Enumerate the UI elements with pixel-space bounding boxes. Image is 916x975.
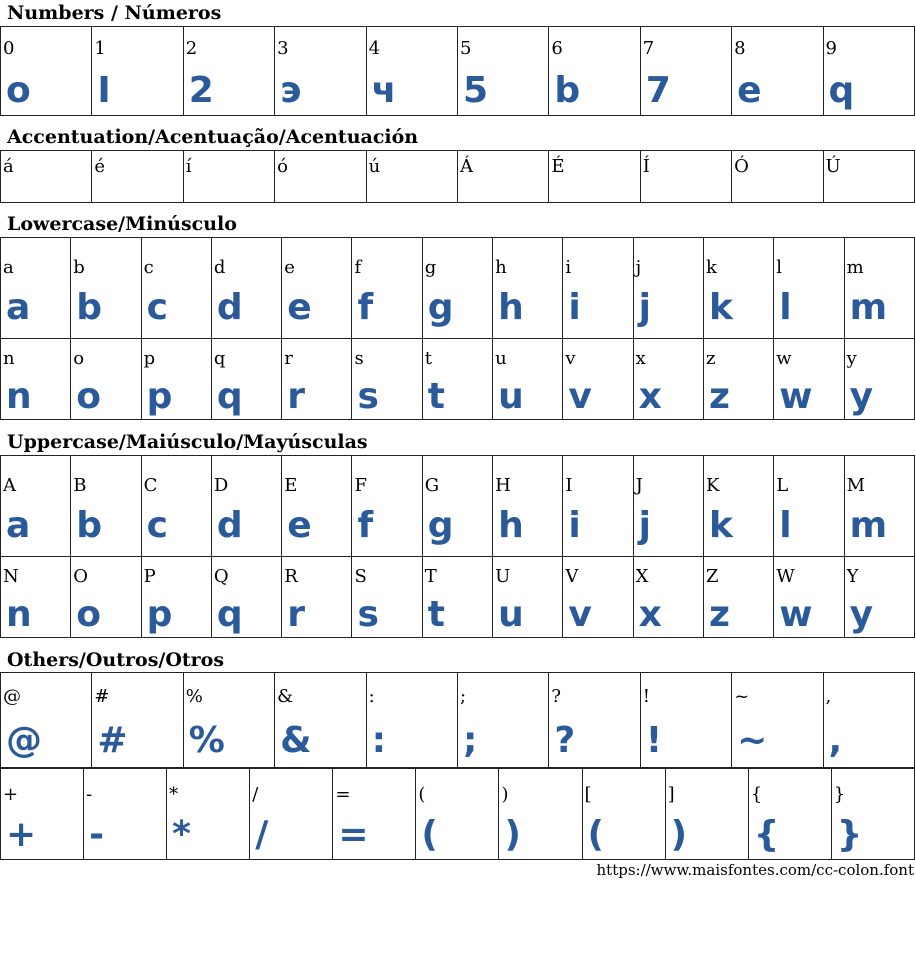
character-label: # — [94, 686, 110, 707]
character-label: Q — [213, 566, 229, 587]
glyph-cell — [275, 151, 366, 202]
glyph-cell — [641, 27, 732, 115]
character-label: Y — [846, 566, 859, 587]
glyph-cell — [92, 27, 183, 115]
font-sample-glyph: I — [97, 70, 111, 111]
glyph-cell — [1, 27, 92, 115]
character-label: á — [3, 156, 14, 177]
glyph-cell — [142, 557, 212, 637]
character-label: T — [424, 566, 437, 587]
character-label: - — [86, 784, 93, 805]
font-sample-glyph: & — [280, 720, 312, 761]
character-label: 3 — [277, 38, 289, 59]
character-label: 8 — [734, 38, 746, 59]
glyph-cell — [212, 339, 282, 419]
glyph-row — [1, 557, 915, 638]
others-grid-2 — [0, 768, 915, 860]
glyph-cell — [493, 557, 563, 637]
character-label: H — [495, 475, 511, 496]
character-label: M — [846, 475, 865, 496]
glyph-cell — [563, 339, 633, 419]
character-label: % — [185, 686, 203, 707]
character-label: ) — [501, 784, 509, 805]
character-label: í — [185, 156, 192, 177]
character-label: / — [252, 784, 259, 805]
font-sample-glyph: # — [97, 720, 128, 761]
font-sample-glyph: i — [568, 287, 581, 328]
glyph-cell — [352, 456, 422, 556]
character-label: ó — [277, 156, 289, 177]
glyph-cell — [774, 339, 844, 419]
glyph-row — [1, 769, 915, 860]
font-sample-glyph: a — [6, 505, 31, 546]
character-label: E — [284, 475, 298, 496]
font-sample-glyph: w — [779, 376, 813, 417]
font-sample-glyph: ! — [645, 720, 663, 761]
glyph-cell — [732, 151, 823, 202]
character-label: S — [354, 566, 367, 587]
character-label: U — [495, 566, 511, 587]
font-sample-glyph: m — [849, 505, 888, 546]
glyph-cell — [704, 456, 774, 556]
glyph-row — [1, 456, 915, 557]
glyph-cell — [423, 456, 493, 556]
numbers-grid — [0, 26, 915, 116]
character-label: C — [143, 475, 158, 496]
glyph-cell — [282, 456, 352, 556]
glyph-cell — [71, 238, 141, 338]
glyph-cell — [184, 673, 275, 767]
font-sample-glyph: % — [188, 720, 225, 761]
glyph-cell — [824, 27, 915, 115]
character-label: P — [143, 566, 156, 587]
character-label: y — [846, 348, 857, 369]
glyph-cell — [1, 557, 71, 637]
glyph-cell — [563, 238, 633, 338]
glyph-cell — [641, 673, 732, 767]
character-label: ! — [642, 686, 650, 707]
character-label: v — [565, 348, 576, 369]
font-sample-glyph: ч — [371, 70, 397, 111]
character-label: w — [776, 348, 792, 369]
character-label: 1 — [94, 38, 106, 59]
font-sample-glyph: ( — [421, 814, 438, 855]
glyph-cell — [499, 769, 582, 859]
font-sample-glyph: t — [427, 594, 445, 635]
character-label: L — [776, 475, 789, 496]
glyph-cell — [832, 769, 915, 859]
others-title: Others/Outros/Otros — [7, 649, 225, 671]
font-sample-glyph: f — [357, 287, 374, 328]
character-label: Í — [642, 156, 650, 177]
glyph-cell — [666, 769, 749, 859]
glyph-cell — [212, 456, 282, 556]
glyph-cell — [275, 27, 366, 115]
character-label: [ — [584, 784, 592, 805]
lowercase-grid — [0, 237, 915, 420]
font-sample-glyph: 5 — [462, 70, 489, 111]
font-sample-glyph: x — [638, 594, 662, 635]
glyph-cell — [493, 238, 563, 338]
accents-title: Accentuation/Acentuação/Acentuación — [7, 126, 419, 148]
glyph-cell — [1, 456, 71, 556]
font-sample-glyph: a — [6, 287, 31, 328]
font-sample-glyph: d — [216, 505, 243, 546]
glyph-row — [1, 238, 915, 339]
uppercase-grid — [0, 455, 915, 638]
font-sample-glyph: @ — [6, 720, 42, 761]
glyph-cell — [634, 238, 704, 338]
glyph-cell — [142, 339, 212, 419]
font-sample-glyph: o — [76, 594, 102, 635]
character-label: & — [277, 686, 294, 707]
glyph-cell — [458, 27, 549, 115]
font-sample-glyph: э — [280, 70, 302, 111]
glyph-cell — [333, 769, 416, 859]
glyph-cell — [845, 456, 915, 556]
character-label: B — [73, 475, 87, 496]
character-label: W — [776, 566, 795, 587]
font-sample-glyph: b — [76, 287, 103, 328]
glyph-cell — [749, 769, 832, 859]
character-label: N — [3, 566, 19, 587]
character-label: : — [368, 686, 375, 707]
character-label: É — [551, 156, 565, 177]
character-label: o — [73, 348, 85, 369]
character-label: K — [705, 475, 720, 496]
glyph-cell — [774, 456, 844, 556]
character-label: b — [73, 257, 85, 278]
glyph-cell — [704, 238, 774, 338]
glyph-cell — [845, 557, 915, 637]
character-label: O — [73, 566, 89, 587]
glyph-cell — [92, 151, 183, 202]
glyph-cell — [1, 769, 84, 859]
font-sample-glyph: 2 — [188, 70, 214, 111]
font-sample-glyph: f — [357, 505, 374, 546]
uppercase-title: Uppercase/Maiúsculo/Mayúsculas — [7, 431, 368, 453]
glyph-cell — [1, 339, 71, 419]
glyph-cell — [563, 456, 633, 556]
accents-grid — [0, 150, 915, 203]
glyph-cell — [416, 769, 499, 859]
font-sample-glyph: u — [498, 376, 524, 417]
font-sample-glyph: y — [849, 594, 874, 635]
others-grid-1 — [0, 672, 915, 768]
font-sample-glyph: t — [427, 376, 445, 417]
character-label: I — [565, 475, 573, 496]
glyph-cell — [704, 557, 774, 637]
character-label: c — [143, 257, 154, 278]
glyph-cell — [84, 769, 167, 859]
character-label: A — [3, 475, 16, 496]
font-sample-glyph: ~ — [737, 720, 768, 761]
character-label: q — [213, 348, 226, 369]
character-label: z — [705, 348, 716, 369]
lowercase-title: Lowercase/Minúsculo — [7, 213, 237, 235]
character-label: ; — [459, 686, 467, 707]
font-sample-glyph: z — [708, 376, 730, 417]
font-sample-glyph: * — [172, 814, 191, 855]
character-label: s — [354, 348, 364, 369]
glyph-cell — [282, 339, 352, 419]
glyph-row — [1, 27, 915, 116]
glyph-cell — [549, 151, 640, 202]
character-label: 9 — [825, 38, 837, 59]
font-sample-glyph: r — [287, 594, 305, 635]
character-label: = — [335, 784, 351, 805]
credit-link[interactable]: https://www.maisfontes.com/cc-colon.font — [596, 861, 914, 879]
glyph-cell — [458, 673, 549, 767]
font-sample-glyph: b — [76, 505, 103, 546]
font-sample-glyph: / — [255, 814, 269, 855]
character-label: e — [284, 257, 295, 278]
font-sample-glyph: i — [568, 505, 581, 546]
glyph-row — [1, 151, 915, 203]
font-sample-glyph: n — [6, 376, 32, 417]
glyph-cell — [634, 557, 704, 637]
glyph-cell — [845, 238, 915, 338]
glyph-cell — [824, 151, 915, 202]
glyph-cell — [549, 673, 640, 767]
font-sample-glyph: ; — [462, 720, 478, 761]
glyph-cell — [142, 456, 212, 556]
font-sample-glyph: v — [568, 594, 592, 635]
character-label: j — [635, 257, 642, 278]
font-sample-glyph: r — [287, 376, 305, 417]
font-sample-glyph: e — [287, 287, 312, 328]
character-label: ( — [418, 784, 426, 805]
character-label: 2 — [185, 38, 198, 59]
font-sample-glyph: : — [371, 720, 386, 761]
glyph-cell — [1, 238, 71, 338]
character-label: D — [213, 475, 229, 496]
character-label: R — [284, 566, 298, 587]
glyph-cell — [184, 151, 275, 202]
glyph-cell — [493, 456, 563, 556]
character-label: x — [635, 348, 646, 369]
glyph-cell — [458, 151, 549, 202]
font-sample-glyph: ) — [670, 814, 688, 855]
glyph-cell — [92, 673, 183, 767]
font-sample-glyph: } — [836, 814, 863, 855]
font-sample-glyph: z — [708, 594, 730, 635]
font-sample-glyph: s — [357, 376, 379, 417]
font-sample-glyph: m — [849, 287, 888, 328]
glyph-cell — [367, 673, 458, 767]
font-sample-glyph: ( — [587, 814, 604, 855]
font-sample-glyph: b — [554, 70, 581, 111]
character-label: Ó — [734, 156, 749, 177]
font-sample-glyph: k — [708, 287, 733, 328]
character-label: Z — [705, 566, 719, 587]
character-label: , — [825, 686, 832, 707]
character-label: n — [3, 348, 15, 369]
font-sample-glyph: x — [638, 376, 662, 417]
character-label: 5 — [459, 38, 472, 59]
font-sample-glyph: y — [849, 376, 874, 417]
font-sample-glyph: o — [76, 376, 102, 417]
character-label: { — [750, 784, 763, 805]
font-sample-glyph: ? — [554, 720, 576, 761]
font-sample-glyph: q — [216, 376, 243, 417]
font-sample-glyph: l — [779, 505, 792, 546]
glyph-cell — [367, 151, 458, 202]
character-label: @ — [3, 686, 21, 707]
glyph-cell — [493, 339, 563, 419]
glyph-cell — [184, 27, 275, 115]
character-label: 7 — [642, 38, 655, 59]
character-label: 0 — [3, 38, 15, 59]
character-label: d — [213, 257, 226, 278]
glyph-cell — [423, 339, 493, 419]
font-sample-glyph: = — [338, 814, 369, 855]
glyph-cell — [732, 673, 823, 767]
font-sample-glyph: j — [638, 505, 652, 546]
glyph-cell — [71, 339, 141, 419]
character-label: Á — [459, 156, 473, 177]
character-label: * — [169, 784, 179, 805]
character-label: r — [284, 348, 293, 369]
character-label: 6 — [551, 38, 563, 59]
character-label: i — [565, 257, 572, 278]
glyph-cell — [367, 27, 458, 115]
glyph-cell — [634, 456, 704, 556]
glyph-cell — [352, 339, 422, 419]
font-sample-glyph: n — [6, 594, 32, 635]
glyph-cell — [824, 673, 915, 767]
character-label: F — [354, 475, 367, 496]
glyph-cell — [167, 769, 250, 859]
glyph-cell — [732, 27, 823, 115]
font-sample-glyph: l — [779, 287, 792, 328]
character-label: f — [354, 257, 362, 278]
font-sample-glyph: v — [568, 376, 592, 417]
character-label: ] — [667, 784, 675, 805]
font-sample-glyph: w — [779, 594, 813, 635]
character-label: } — [833, 784, 846, 805]
character-label: t — [424, 348, 433, 369]
font-sample-glyph: g — [427, 287, 454, 328]
glyph-row — [1, 339, 915, 420]
glyph-cell — [282, 557, 352, 637]
glyph-cell — [583, 769, 666, 859]
glyph-cell — [641, 151, 732, 202]
character-label: ~ — [734, 686, 750, 707]
character-label: é — [94, 156, 106, 177]
font-sample-glyph: h — [498, 505, 524, 546]
character-label: u — [495, 348, 507, 369]
glyph-cell — [845, 339, 915, 419]
character-label: 4 — [368, 38, 381, 59]
character-label: a — [3, 257, 14, 278]
glyph-cell — [704, 339, 774, 419]
character-label: V — [565, 566, 579, 587]
font-sample-glyph: + — [6, 814, 37, 855]
font-sample-glyph: p — [146, 594, 173, 635]
font-sample-glyph: e — [737, 70, 762, 111]
glyph-cell — [1, 673, 92, 767]
character-label: X — [635, 566, 649, 587]
font-sample-glyph: s — [357, 594, 379, 635]
character-label: Ú — [825, 156, 841, 177]
font-sample-glyph: ) — [504, 814, 521, 855]
font-sample-glyph: d — [216, 287, 243, 328]
font-sample-glyph: q — [828, 70, 855, 111]
glyph-cell — [212, 238, 282, 338]
glyph-cell — [634, 339, 704, 419]
font-sample-glyph: { — [753, 814, 780, 855]
font-sample-glyph: , — [828, 720, 843, 761]
glyph-cell — [212, 557, 282, 637]
font-sample-glyph: p — [146, 376, 173, 417]
character-label: ? — [551, 686, 561, 707]
font-sample-glyph: c — [146, 287, 168, 328]
character-label: + — [3, 784, 19, 805]
glyph-cell — [563, 557, 633, 637]
glyph-cell — [71, 557, 141, 637]
font-sample-glyph: c — [146, 505, 168, 546]
character-label: G — [424, 475, 440, 496]
glyph-cell — [423, 238, 493, 338]
character-label: h — [495, 257, 507, 278]
character-label: g — [424, 257, 437, 278]
glyph-cell — [142, 238, 212, 338]
glyph-cell — [423, 557, 493, 637]
font-sample-glyph: o — [6, 70, 31, 111]
glyph-cell — [1, 151, 92, 202]
glyph-cell — [549, 27, 640, 115]
font-sample-glyph: 7 — [645, 70, 671, 111]
character-label: k — [705, 257, 717, 278]
font-sample-glyph: g — [427, 505, 454, 546]
font-sample-glyph: u — [498, 594, 524, 635]
glyph-cell — [352, 557, 422, 637]
glyph-row — [1, 673, 915, 768]
character-label: p — [143, 348, 156, 369]
font-sample-glyph: j — [638, 287, 652, 328]
character-label: m — [846, 257, 864, 278]
glyph-cell — [774, 557, 844, 637]
font-sample-glyph: k — [708, 505, 733, 546]
numbers-title: Numbers / Números — [7, 2, 222, 24]
glyph-cell — [774, 238, 844, 338]
glyph-cell — [275, 673, 366, 767]
font-sample-glyph: q — [216, 594, 243, 635]
glyph-cell — [71, 456, 141, 556]
font-sample-glyph: e — [287, 505, 312, 546]
glyph-cell — [352, 238, 422, 338]
glyph-cell — [282, 238, 352, 338]
font-sample-glyph: h — [498, 287, 524, 328]
font-sample-glyph: - — [89, 814, 105, 855]
character-label: J — [635, 475, 643, 496]
character-label: l — [776, 257, 783, 278]
character-label: ú — [368, 156, 381, 177]
glyph-cell — [250, 769, 333, 859]
